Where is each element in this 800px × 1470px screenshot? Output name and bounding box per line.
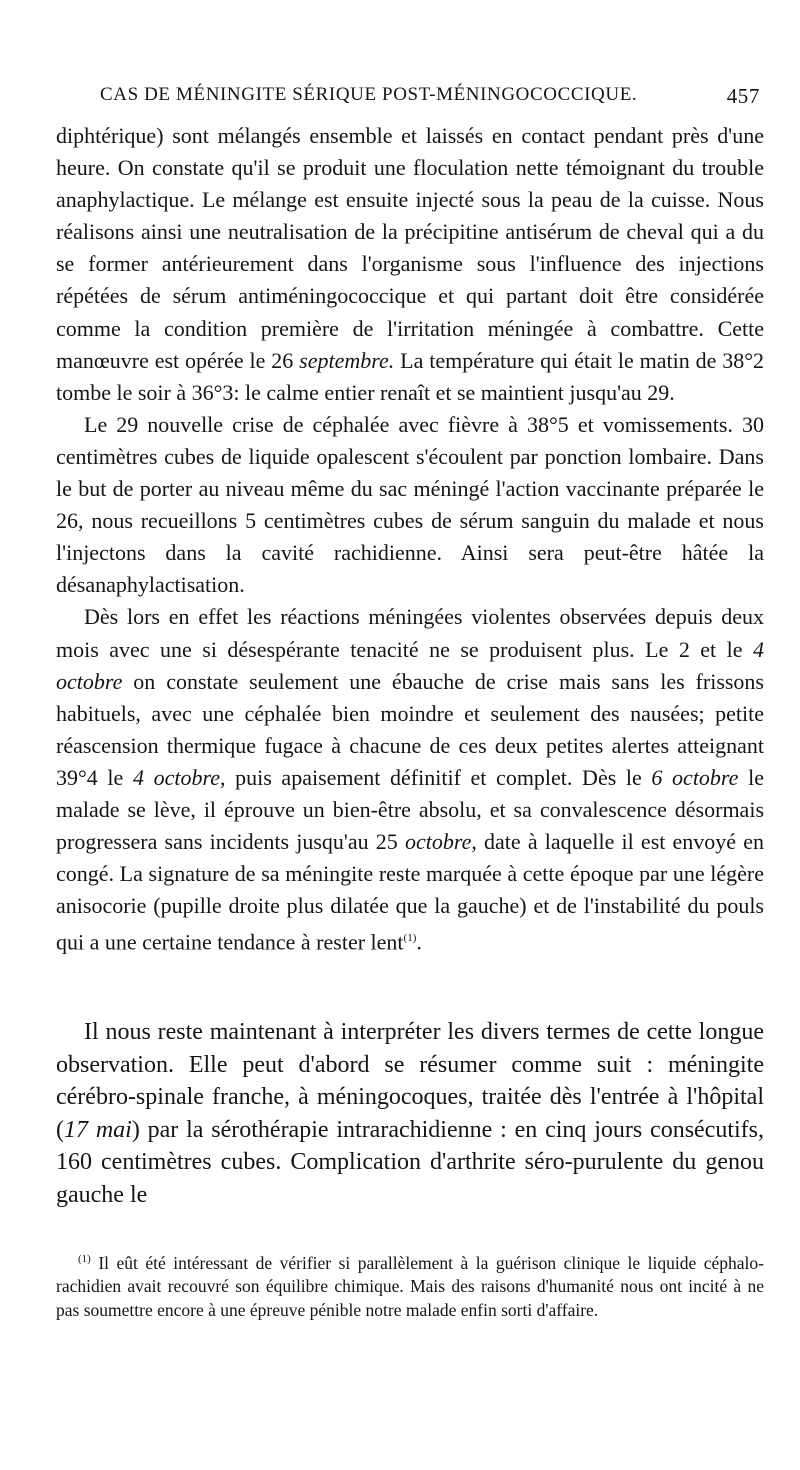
main-text bbox=[56, 120, 764, 959]
text-span: Il nous reste maintenant à interpréter les divers termes de cette longue observation. Elle peut d'abord se résumer comme suit : méningite cérébro-spinale franche, à méningocoques, traitée dès l'entrée à l'hôpital ( bbox=[56, 1019, 764, 1143]
text-span: diphtérique) sont mélangés ensemble et laissés en contact pendant près d'une heure. On constate qu'il se produit une floculation nette témoignant du trouble anaphylactique. Le mélange est ensuite injecté sous la peau de la cuisse. Nous réalisons ainsi une neutralisation de la précipitine antisérum de cheval qui a du se former antérieurement dans l'organisme sous l'influence des injections répétées de sérum antiméningococcique et qui partant doit être considérée comme la condition première de l'irritation méningée à combattre. Cette manœuvre est opérée le 26 bbox=[56, 123, 764, 373]
text-span: Dès lors en effet les réactions méningées violentes observées depuis deux mois avec une si désespérante tenacité ne se produisent plus. Le 2 et le bbox=[56, 604, 764, 662]
paragraph-interpretation bbox=[56, 1016, 764, 1212]
running-title: CAS DE MÉNINGITE SÉRIQUE POST-MÉNINGOCOCCIQUE. bbox=[100, 84, 638, 105]
main-text-large bbox=[56, 1016, 764, 1212]
text-span: La température qui était le matin de 38°2 tombe le soir à 36°3: le calme entier renaît et se maintient jusqu'au 29. bbox=[56, 347, 764, 405]
text-span: ) par la sérothérapie intrarachidienne : en cinq jours consécutifs, 160 centimètres cubes. Complication d'arthrite séro-purulente du genou gauche le bbox=[56, 1116, 765, 1208]
text-span: Le 29 nouvelle crise de céphalée avec fièvre à 38°5 et vomissements. 30 centimètres cubes de liquide opalescent s'écoulent par ponction lombaire. Dans le but de porter au niveau même du sac méningé l'action vaccinante préparée le 26, nous recueillons 5 centimètres cubes de sérum sanguin du malade et nous l'injectons dans la cavité rachidienne. Ainsi sera peut-être hâtée la désanaphylactisation. bbox=[56, 411, 764, 598]
italic-date: 4 octobre bbox=[132, 764, 220, 790]
text-span: , puis apaisement définitif et complet. Dès le bbox=[219, 764, 652, 790]
page-number: 457 bbox=[726, 84, 760, 108]
text-span: , date à laquelle il est envoyé en congé. La signature de sa méningite reste marquée à cette époque par une légère anisocorie (pupille droite plus dilatée que la gauche) et de l'instabilité du pouls qui a une certaine tendance à rester lent bbox=[56, 829, 764, 955]
italic-date: 6 octobre bbox=[651, 764, 739, 790]
footnote-reference: (1) bbox=[403, 932, 417, 945]
footnote-text: Il eût été intéressant de vérifier si parallèlement à la guérison clinique le liquide céphalo-rachidien avait recouvré son équilibre chimique. Mais des raisons d'humanité nous ont incité à ne pas soumettre encore à une épreuve pénible notre malade enfin sorti d'affaire. bbox=[56, 1252, 765, 1320]
footnote bbox=[56, 1248, 764, 1322]
text-span: le malade se lève, il éprouve un bien-être absolu, et sa convalescence désormais progressera sans incidents jusqu'au 25 bbox=[56, 764, 764, 855]
paragraph-des-lors bbox=[56, 601, 764, 958]
italic-date: septembre. bbox=[299, 347, 395, 373]
running-header bbox=[100, 84, 760, 109]
italic-date: 17 mai bbox=[64, 1116, 132, 1143]
italic-date: octobre bbox=[404, 829, 472, 855]
paragraph-continuation bbox=[56, 120, 764, 409]
footnote-marker: (1) bbox=[78, 1253, 91, 1265]
text-span: on constate seulement une ébauche de crise mais sans les frissons habituels, avec une céphalée bien moindre et seulement des nausées; petite réascension thermique fugace à chacune de ces deux petites alertes atteignant 39°4 le bbox=[56, 668, 764, 790]
italic-date: 4 octobre bbox=[56, 636, 764, 694]
text-span: . bbox=[416, 929, 422, 955]
paragraph-le-29 bbox=[56, 409, 764, 602]
